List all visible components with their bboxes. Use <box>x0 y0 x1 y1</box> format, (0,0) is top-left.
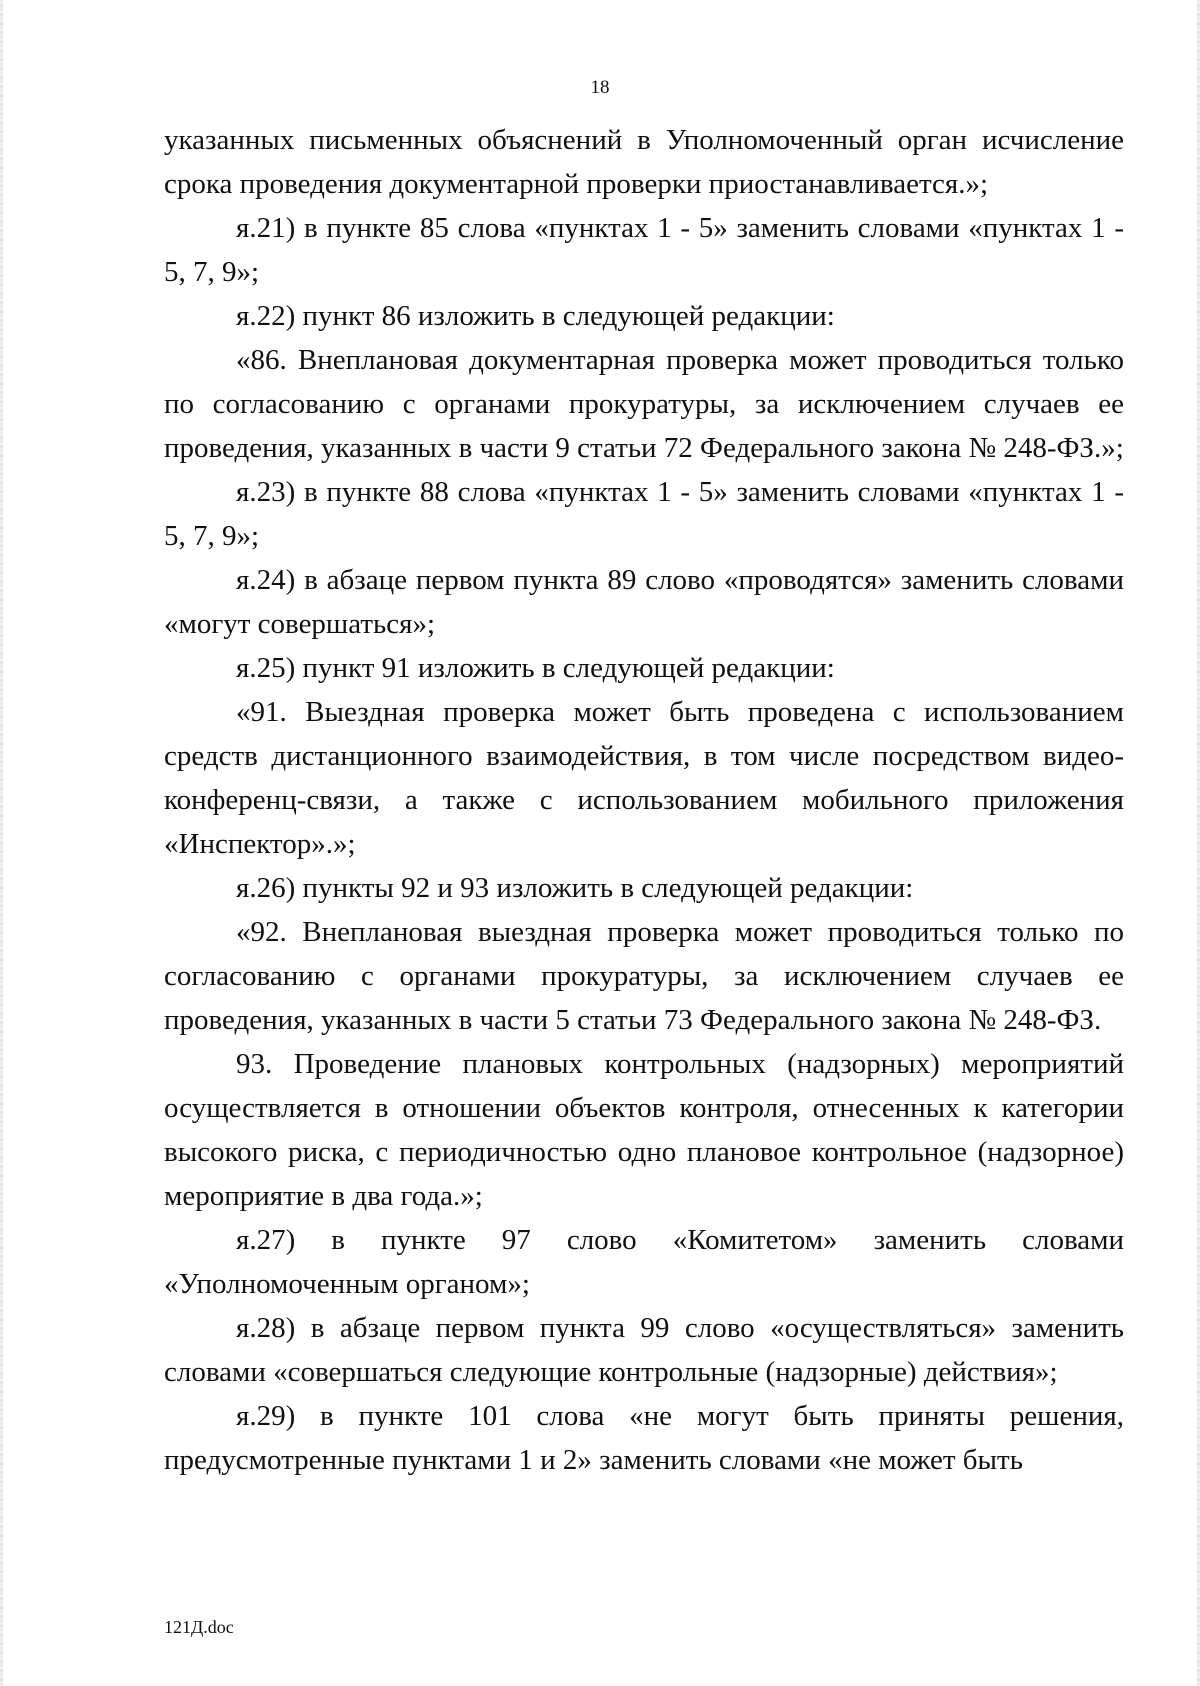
paragraph: я.22) пункт 86 изложить в следующей редакции: <box>236 300 835 332</box>
paragraph: я.25) пункт 91 изложить в следующей редакции: <box>236 652 835 684</box>
paragraph: «91. Выездная проверка может быть проведена с использованием средств дистанционного взаимодействия, в том числе посредством видео-конференц-связи, а также с использованием мобильного приложения «Инспектор».»; <box>164 696 1124 860</box>
paragraph: я.26) пункты 92 и 93 изложить в следующей редакции: <box>236 872 914 904</box>
paragraph: я.27) в пункте 97 слово «Комитетом» заменить словами «Уполномоченным органом»; <box>164 1224 1124 1300</box>
footer-filename: 121Д.doc <box>164 1617 234 1637</box>
page-number: 18 <box>590 77 610 98</box>
paragraph: «86. Внеплановая документарная проверка может проводиться только по согласованию с органами прокуратуры, за исключением случаев ее проведения, указанных в части 9 статьи 72 Федерального закона № 248-ФЗ.»; <box>164 344 1124 464</box>
paragraph: я.24) в абзаце первом пункта 89 слово «проводятся» заменить словами «могут совершаться»; <box>164 564 1124 640</box>
paragraph: я.23) в пункте 88 слова «пунктах 1 - 5» заменить словами «пунктах 1 - 5, 7, 9»; <box>164 476 1124 552</box>
paragraph: указанных письменных объяснений в Уполномоченный орган исчисление срока проведения документарной проверки приостанавливается.»; <box>164 124 1124 200</box>
paragraph: 93. Проведение плановых контрольных (надзорных) мероприятий осуществляется в отношении объектов контроля, отнесенных к категории высокого риска, с периодичностью одно плановое контрольное (надзорное) мероприятие в два года.»; <box>164 1048 1124 1212</box>
paragraph: я.28) в абзаце первом пункта 99 слово «осуществляться» заменить словами «совершаться следующие контрольные (надзорные) действия»; <box>164 1312 1124 1388</box>
paragraph: я.29) в пункте 101 слова «не могут быть приняты решения, предусмотренные пунктами 1 и 2» заменить словами «не может быть <box>164 1400 1124 1476</box>
scan-edge-left <box>0 0 3 1686</box>
paragraph: я.21) в пункте 85 слова «пунктах 1 - 5» заменить словами «пунктах 1 - 5, 7, 9»; <box>164 212 1124 288</box>
document-body <box>164 118 1124 1482</box>
paragraph: «92. Внеплановая выездная проверка может проводиться только по согласованию с органами прокуратуры, за исключением случаев ее проведения, указанных в части 5 статьи 73 Федерального закона № 248-ФЗ. <box>164 916 1124 1036</box>
